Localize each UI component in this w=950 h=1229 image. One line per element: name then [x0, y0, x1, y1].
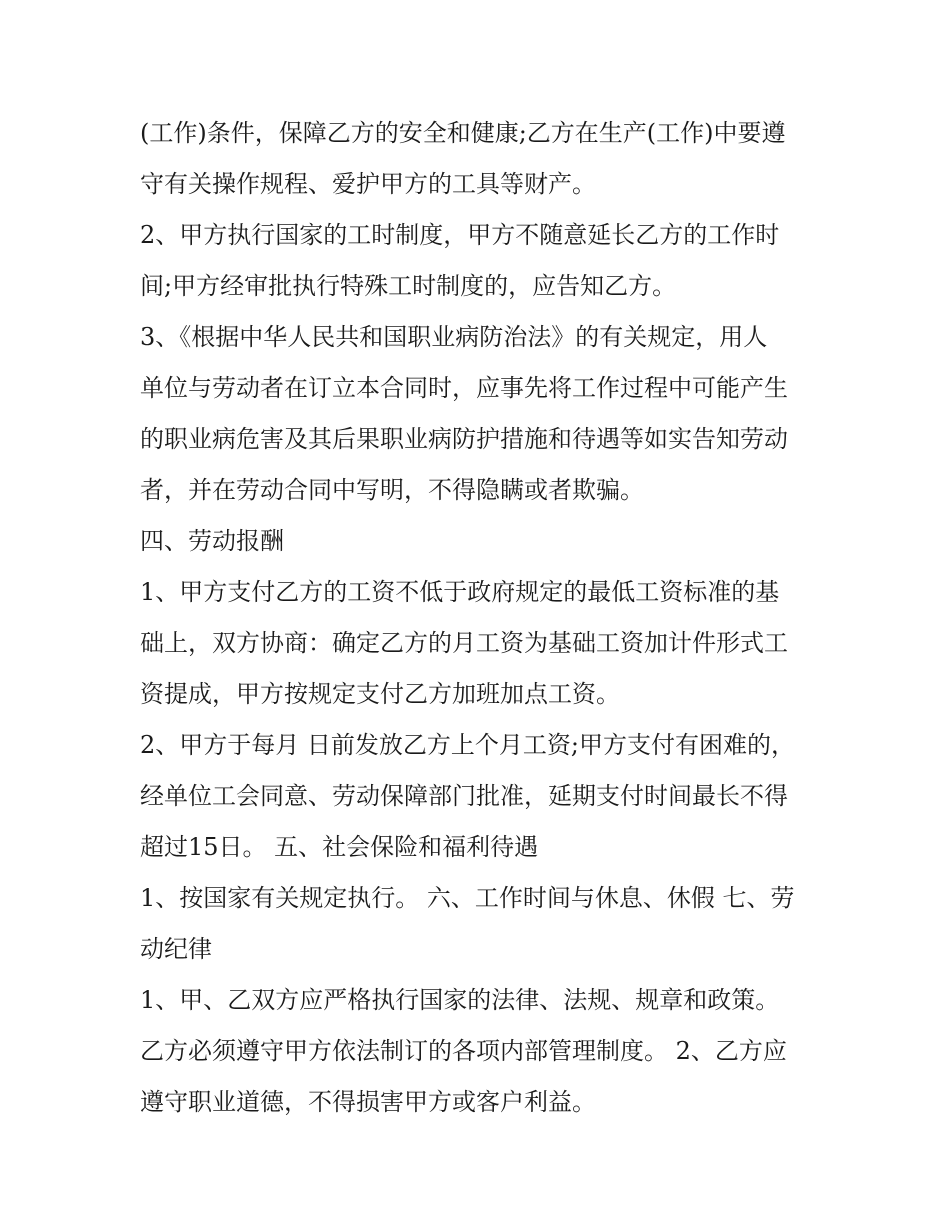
text-line-2: 守有关操作规程、爱护甲方的工具等财产。 — [140, 170, 596, 198]
text-line-3: 2、甲方执行国家的工时制度，甲方不随意延长乙方的工作时 — [140, 221, 780, 249]
text-line-20: 遵守职业道德，不得损害甲方或客户利益。 — [140, 1088, 596, 1116]
text-line-14: 经单位工会同意、劳动保障部门批准，延期支付时间最长不得 — [140, 782, 788, 810]
text-line-16: 1、按国家有关规定执行。 六、工作时间与休息、休假 七、劳 — [140, 884, 795, 912]
document-body — [140, 108, 820, 1128]
text-line-1: (工作)条件，保障乙方的安全和健康;乙方在生产(工作)中要遵 — [140, 119, 786, 147]
text-line-5: 3、《根据中华人民共和国职业病防治法》的有关规定，用人 — [140, 323, 768, 351]
text-line-7: 的职业病危害及其后果职业病防护措施和待遇等如实告知劳动 — [140, 425, 788, 453]
section-heading-remuneration: 四、劳动报酬 — [140, 527, 284, 555]
text-line-18: 1、甲、乙双方应严格执行国家的法律、法规、规章和政策。 — [140, 986, 780, 1014]
text-line-17: 动纪律 — [140, 935, 212, 963]
text-line-13: 2、甲方于每月 日前发放乙方上个月工资;甲方支付有困难的， — [140, 731, 795, 759]
text-line-4: 间;甲方经审批执行特殊工时制度的，应告知乙方。 — [140, 272, 677, 300]
text-line-6: 单位与劳动者在订立本合同时，应事先将工作过程中可能产生 — [140, 374, 788, 402]
text-line-15: 超过15日。 五、社会保险和福利待遇 — [140, 833, 539, 861]
text-line-12: 资提成，甲方按规定支付乙方加班加点工资。 — [140, 680, 620, 708]
text-line-11: 础上，双方协商：确定乙方的月工资为基础工资加计件形式工 — [140, 629, 788, 657]
text-line-10: 1、甲方支付乙方的工资不低于政府规定的最低工资标准的基 — [140, 578, 780, 606]
text-line-8: 者，并在劳动合同中写明，不得隐瞒或者欺骗。 — [140, 476, 644, 504]
text-line-19: 乙方必须遵守甲方依法制订的各项内部管理制度。 2、乙方应 — [140, 1037, 787, 1065]
